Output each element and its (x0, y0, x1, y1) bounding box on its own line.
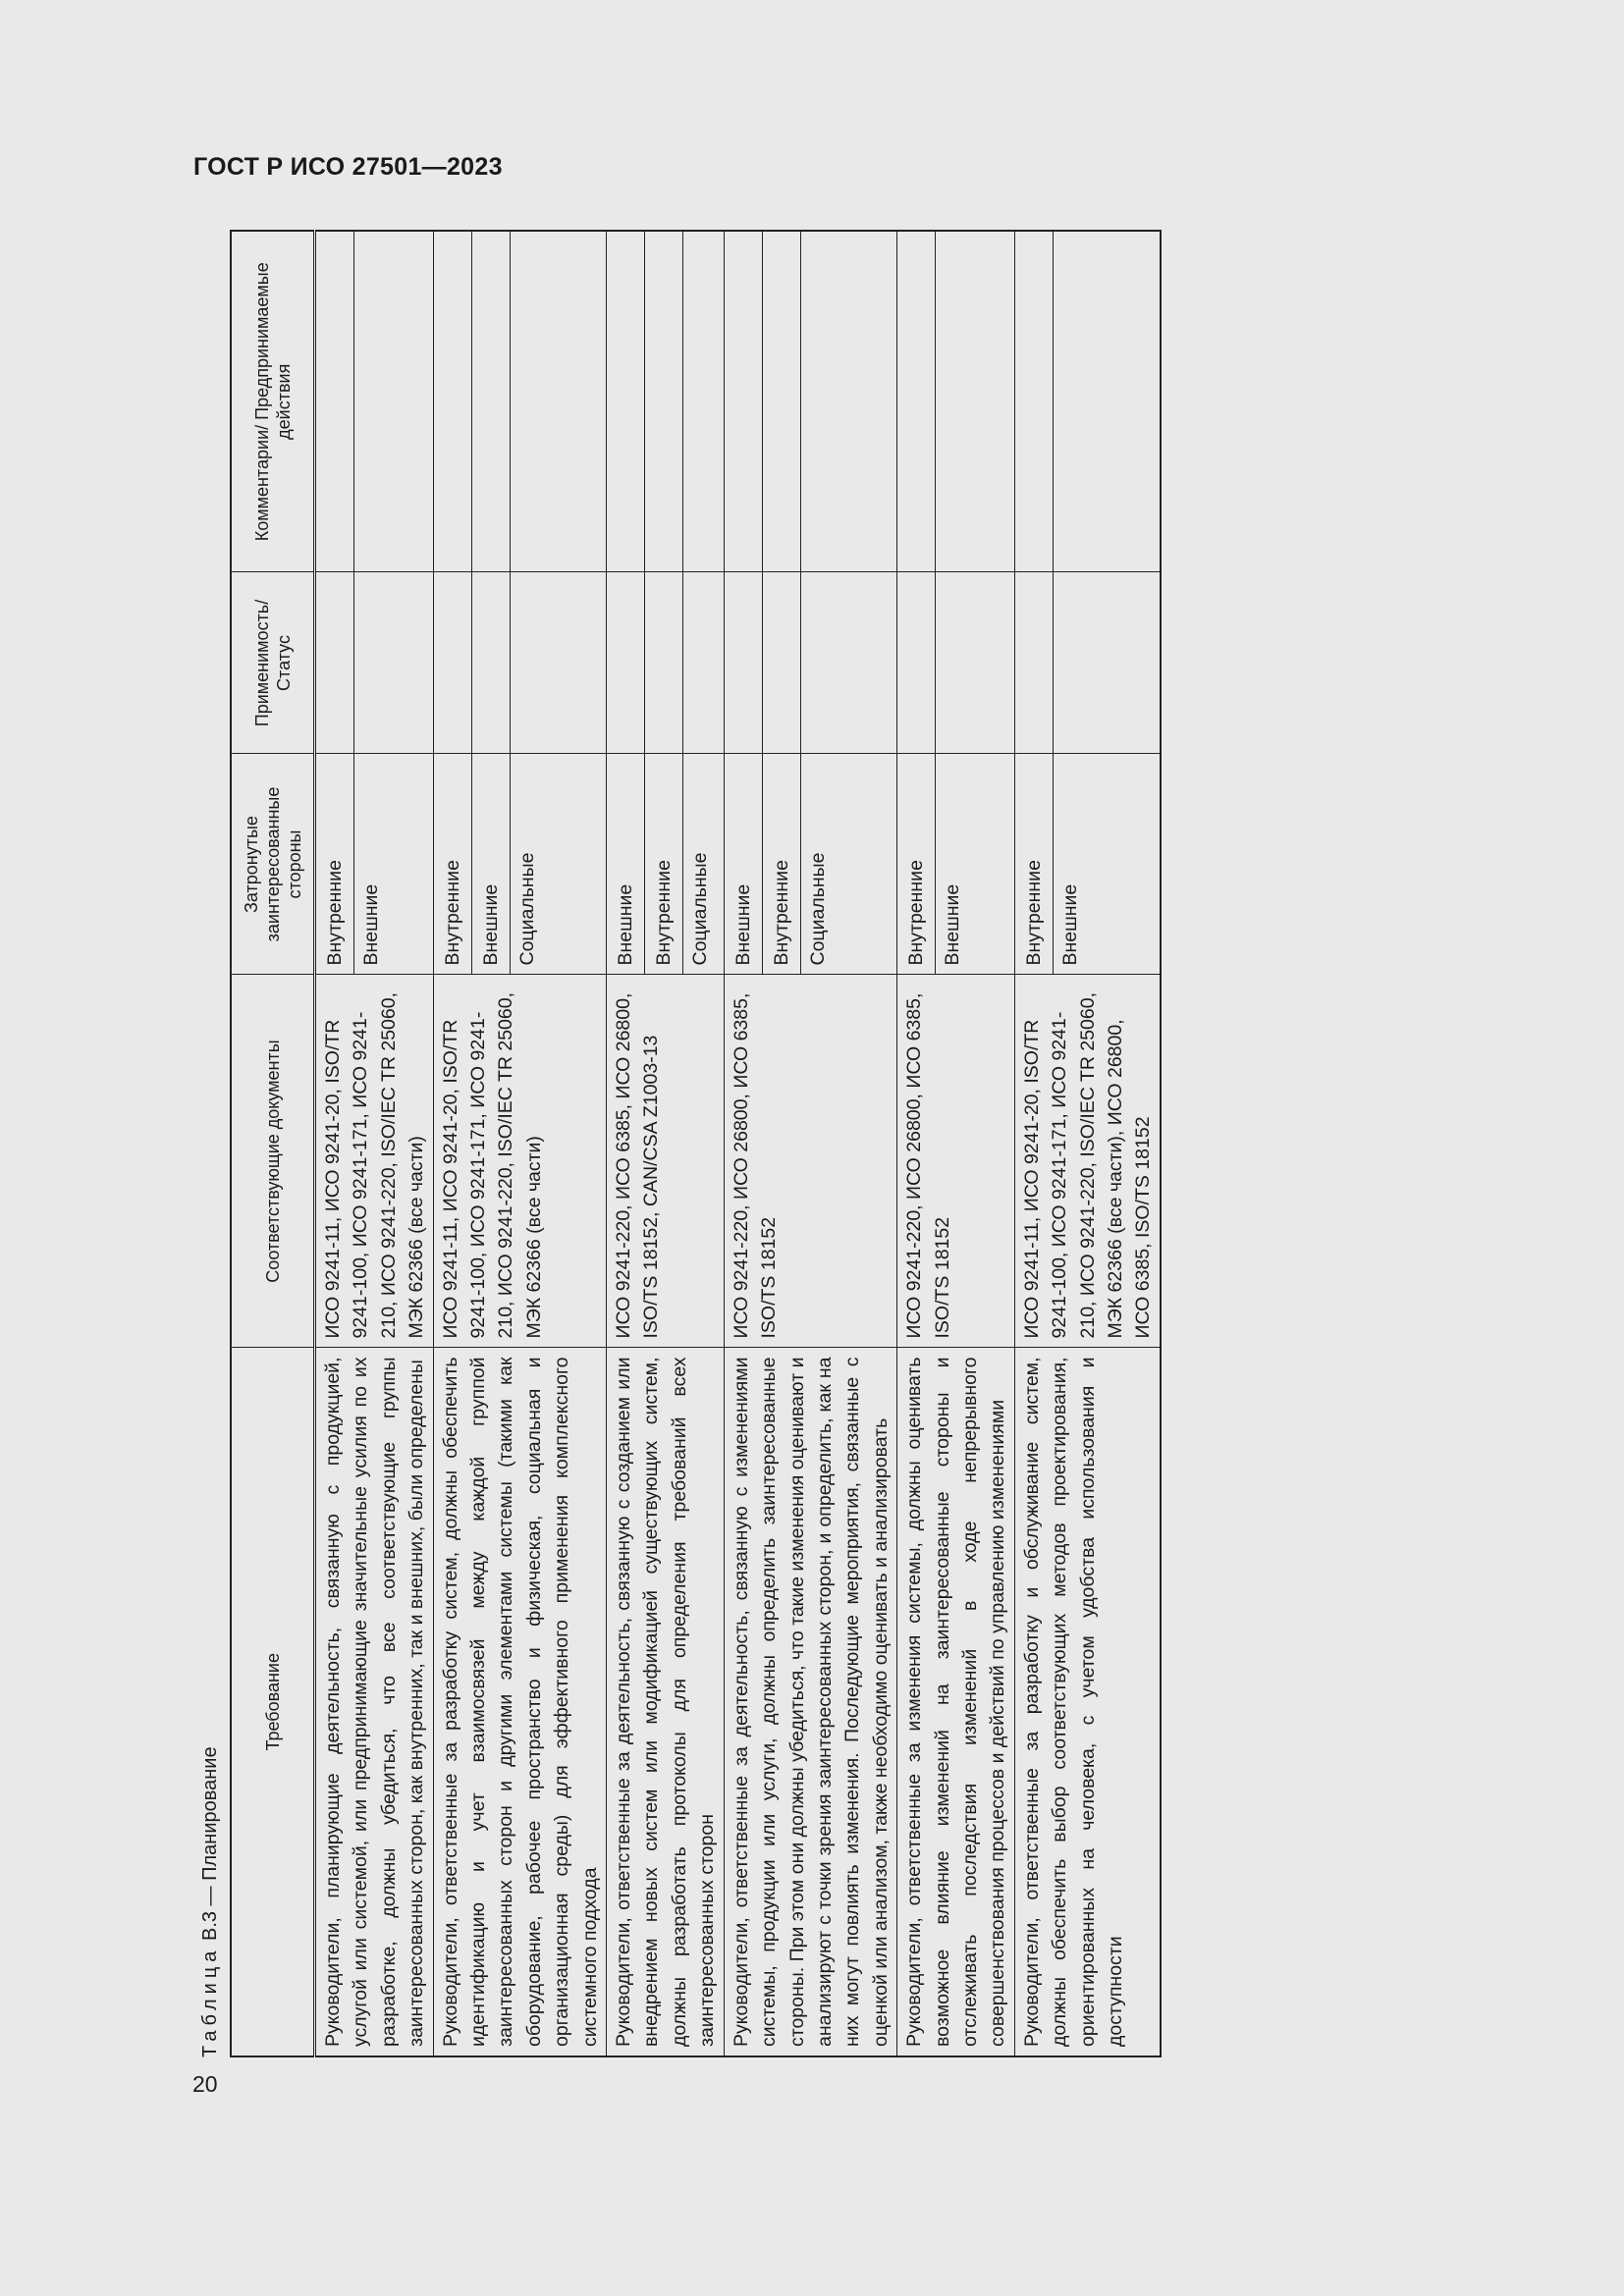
party-cell: Социальные (683, 754, 725, 975)
party-cell: Внешние (1053, 754, 1161, 975)
column-header-requirement: Требование (231, 1348, 315, 2056)
status-cell (433, 572, 471, 754)
comment-cell (724, 231, 762, 572)
comment-cell (315, 231, 354, 572)
party-cell: Внешние (354, 754, 434, 975)
requirement-cell: Руководители, ответственные за деятельность, связанную с созданием или внедрением новых систем или модификацией существующих систем, должны разработать протоколы для определения требований всех заинтересованных сторон (607, 1348, 725, 2056)
planning-table (230, 230, 1162, 2057)
documents-cell: ИСО 9241-220, ИСО 6385, ИСО 26800, ISO/TS 18152, CAN/CSA Z1003-13 (607, 975, 725, 1348)
party-cell: Внутренние (762, 754, 800, 975)
status-cell (800, 572, 896, 754)
column-header-parties: Затронутые заинтересованные стороны (231, 754, 315, 975)
table-header-row (231, 231, 315, 2056)
comment-cell (510, 231, 606, 572)
rotated-table-block (190, 232, 1310, 2057)
comment-cell (607, 231, 645, 572)
status-cell (724, 572, 762, 754)
caption-label: Таблица (199, 1946, 221, 2057)
party-cell: Внутренние (1014, 754, 1053, 975)
table-row (724, 231, 762, 2056)
table-row (1014, 231, 1053, 2056)
party-cell: Социальные (800, 754, 896, 975)
comment-cell (1053, 231, 1161, 572)
party-cell: Внешние (471, 754, 510, 975)
status-cell (510, 572, 606, 754)
party-cell: Внутренние (433, 754, 471, 975)
requirement-cell: Руководители, планирующие деятельность, связанную с продукцией, услугой или системой, или предпринимающие значительные усилия по их разработке, должны убедиться, что все соответствующие группы заинтересованных сторон, как внутренних, так и внешних, были определены (315, 1348, 434, 2056)
party-cell: Внутренние (897, 754, 936, 975)
table-row (607, 231, 645, 2056)
table-caption (190, 232, 230, 2057)
requirement-cell: Руководители, ответственные за разработку и обслуживание систем, должны обеспечить выбор соответствующих методов проектирования, ориентированных на человека, с учетом удобства использования и доступности (1014, 1348, 1161, 2056)
status-cell (471, 572, 510, 754)
status-cell (897, 572, 936, 754)
comment-cell (471, 231, 510, 572)
requirement-cell: Руководители, ответственные за деятельность, связанную с изменениями системы, продукции или услуги, должны определить заинтересованные стороны. При этом они должны убедиться, что такие изменения оценивают и анализируют с точки зрения заинтересованных сторон, и определить, как на них могут повлиять изменения. Последующие мероприятия, связанные с оценкой или анализом, также необходимо оценивать и анализировать (724, 1348, 896, 2056)
documents-cell: ИСО 9241-11, ИСО 9241-20, ISO/TR 9241-100, ИСО 9241-171, ИСО 9241-210, ИСО 9241-220, ISO/IEC TR 25060, МЭК 62366 (все части), ИСО 26800, ИСО 6385, ISO/TS 18152 (1014, 975, 1161, 1348)
documents-cell: ИСО 9241-11, ИСО 9241-20, ISO/TR 9241-100, ИСО 9241-171, ИСО 9241-210, ИСО 9241-220, ISO/IEC TR 25060, МЭК 62366 (все части) (433, 975, 606, 1348)
party-cell: Внешние (607, 754, 645, 975)
party-cell: Внешние (936, 754, 1015, 975)
party-cell: Внутренние (315, 754, 354, 975)
status-cell (1014, 572, 1053, 754)
caption-title: В.3 — Планирование (199, 1746, 221, 1947)
comment-cell (433, 231, 471, 572)
comment-cell (354, 231, 434, 572)
status-cell (762, 572, 800, 754)
status-cell (1053, 572, 1161, 754)
party-cell: Социальные (510, 754, 606, 975)
documents-cell: ИСО 9241-11, ИСО 9241-20, ISO/TR 9241-100, ИСО 9241-171, ИСО 9241-210, ИСО 9241-220, ISO/IEC TR 25060, МЭК 62366 (все части) (315, 975, 434, 1348)
table-row (897, 231, 936, 2056)
comment-cell (645, 231, 683, 572)
status-cell (354, 572, 434, 754)
requirement-cell: Руководители, ответственные за разработку систем, должны обеспечить идентификацию и учет взаимосвязей между каждой группой заинтересованных сторон и другими элементами системы (такими как оборудование, рабочее пространство и физическая, социальная и организационная среды) для эффективного применения комплексного системного подхода (433, 1348, 606, 2056)
documents-cell: ИСО 9241-220, ИСО 26800, ИСО 6385, ISO/TS 18152 (897, 975, 1015, 1348)
document-header: ГОСТ Р ИСО 27501—2023 (193, 153, 503, 181)
comment-cell (683, 231, 725, 572)
status-cell (315, 572, 354, 754)
status-cell (607, 572, 645, 754)
comment-cell (897, 231, 936, 572)
documents-cell: ИСО 9241-220, ИСО 26800, ИСО 6385, ISO/TS 18152 (724, 975, 896, 1348)
page-number: 20 (192, 2071, 218, 2097)
party-cell: Внешние (724, 754, 762, 975)
party-cell: Внутренние (645, 754, 683, 975)
column-header-documents: Соответствующие документы (231, 975, 315, 1348)
table-row (315, 231, 354, 2056)
comment-cell (800, 231, 896, 572)
status-cell (683, 572, 725, 754)
column-header-comments: Комментарии/ Предпринимаемые действия (231, 231, 315, 572)
status-cell (645, 572, 683, 754)
status-cell (936, 572, 1015, 754)
column-header-status: Применимость/ Статус (231, 572, 315, 754)
table-row (433, 231, 471, 2056)
comment-cell (762, 231, 800, 572)
requirement-cell: Руководители, ответственные за изменения системы, должны оценивать возможное влияние изменений на заинтересованные стороны и отслеживать последствия изменений в ходе непрерывного совершенствования процессов и действий по управлению изменениями (897, 1348, 1015, 2056)
comment-cell (936, 231, 1015, 572)
comment-cell (1014, 231, 1053, 572)
